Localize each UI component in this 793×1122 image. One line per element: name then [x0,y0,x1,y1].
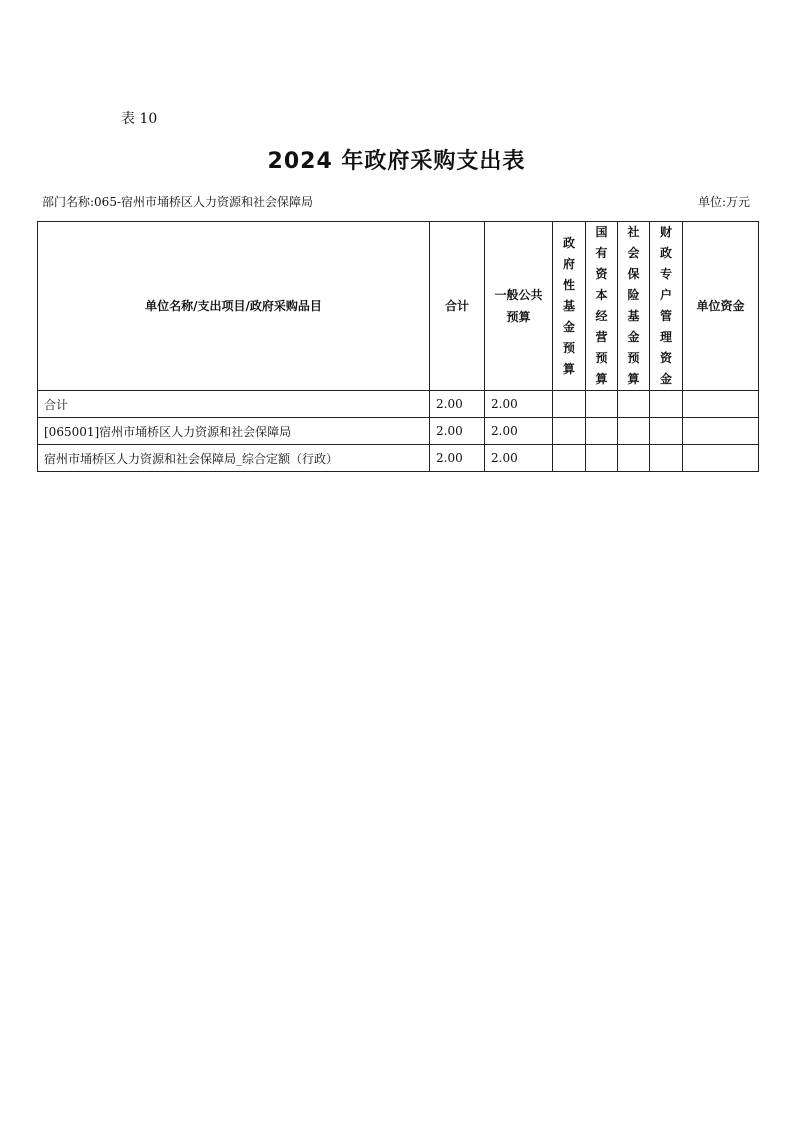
row-fiscal-special [650,445,683,472]
row-general: 2.00 [485,418,553,445]
col-header-unit-fund: 单位资金 [683,222,759,391]
row-total: 2.00 [430,445,485,472]
row-name: [065001]宿州市埇桥区人力资源和社会保障局 [38,418,430,445]
row-social-insurance [618,445,650,472]
row-total: 2.00 [430,391,485,418]
col-header-fiscal-special-text: 财政专户管理资金 [659,225,672,386]
row-state-capital [586,445,618,472]
col-header-general-line2: 预算 [506,310,531,324]
table-number: 表 10 [121,111,158,127]
table-row [38,445,759,472]
col-header-social-insurance-text: 社会保险基金预算 [627,225,640,386]
row-fiscal-special [650,418,683,445]
unit-label: 单位:万元 [697,195,750,209]
page-title: 2024 年政府采购支出表 [267,149,526,174]
col-header-total: 合计 [430,222,485,391]
department-name: 部门名称:065-宿州市埇桥区人力资源和社会保障局 [42,195,314,209]
row-fiscal-special [650,391,683,418]
row-name: 宿州市埇桥区人力资源和社会保障局_综合定额（行政） [38,445,430,472]
row-gov-fund [553,445,586,472]
row-state-capital [586,418,618,445]
row-general: 2.00 [485,391,553,418]
procurement-table [37,221,759,472]
col-header-social-insurance [618,222,650,391]
col-header-fiscal-special [650,222,683,391]
table-row [38,391,759,418]
col-header-gov-fund-text: 政府性基金预算 [562,235,575,376]
col-header-gov-fund [553,222,586,391]
col-header-state-capital [586,222,618,391]
row-unit-fund [683,445,759,472]
row-general: 2.00 [485,445,553,472]
col-header-name: 单位名称/支出项目/政府采购品目 [38,222,430,391]
row-unit-fund [683,391,759,418]
col-header-general-budget [485,222,553,391]
row-social-insurance [618,418,650,445]
row-name: 合计 [38,391,430,418]
row-social-insurance [618,391,650,418]
row-unit-fund [683,418,759,445]
table-row [38,418,759,445]
row-gov-fund [553,418,586,445]
row-total: 2.00 [430,418,485,445]
col-header-state-capital-text: 国有资本经营预算 [595,225,608,386]
row-gov-fund [553,391,586,418]
row-state-capital [586,391,618,418]
header-row [38,222,759,391]
col-header-general-line1: 一般公共 [494,288,543,302]
